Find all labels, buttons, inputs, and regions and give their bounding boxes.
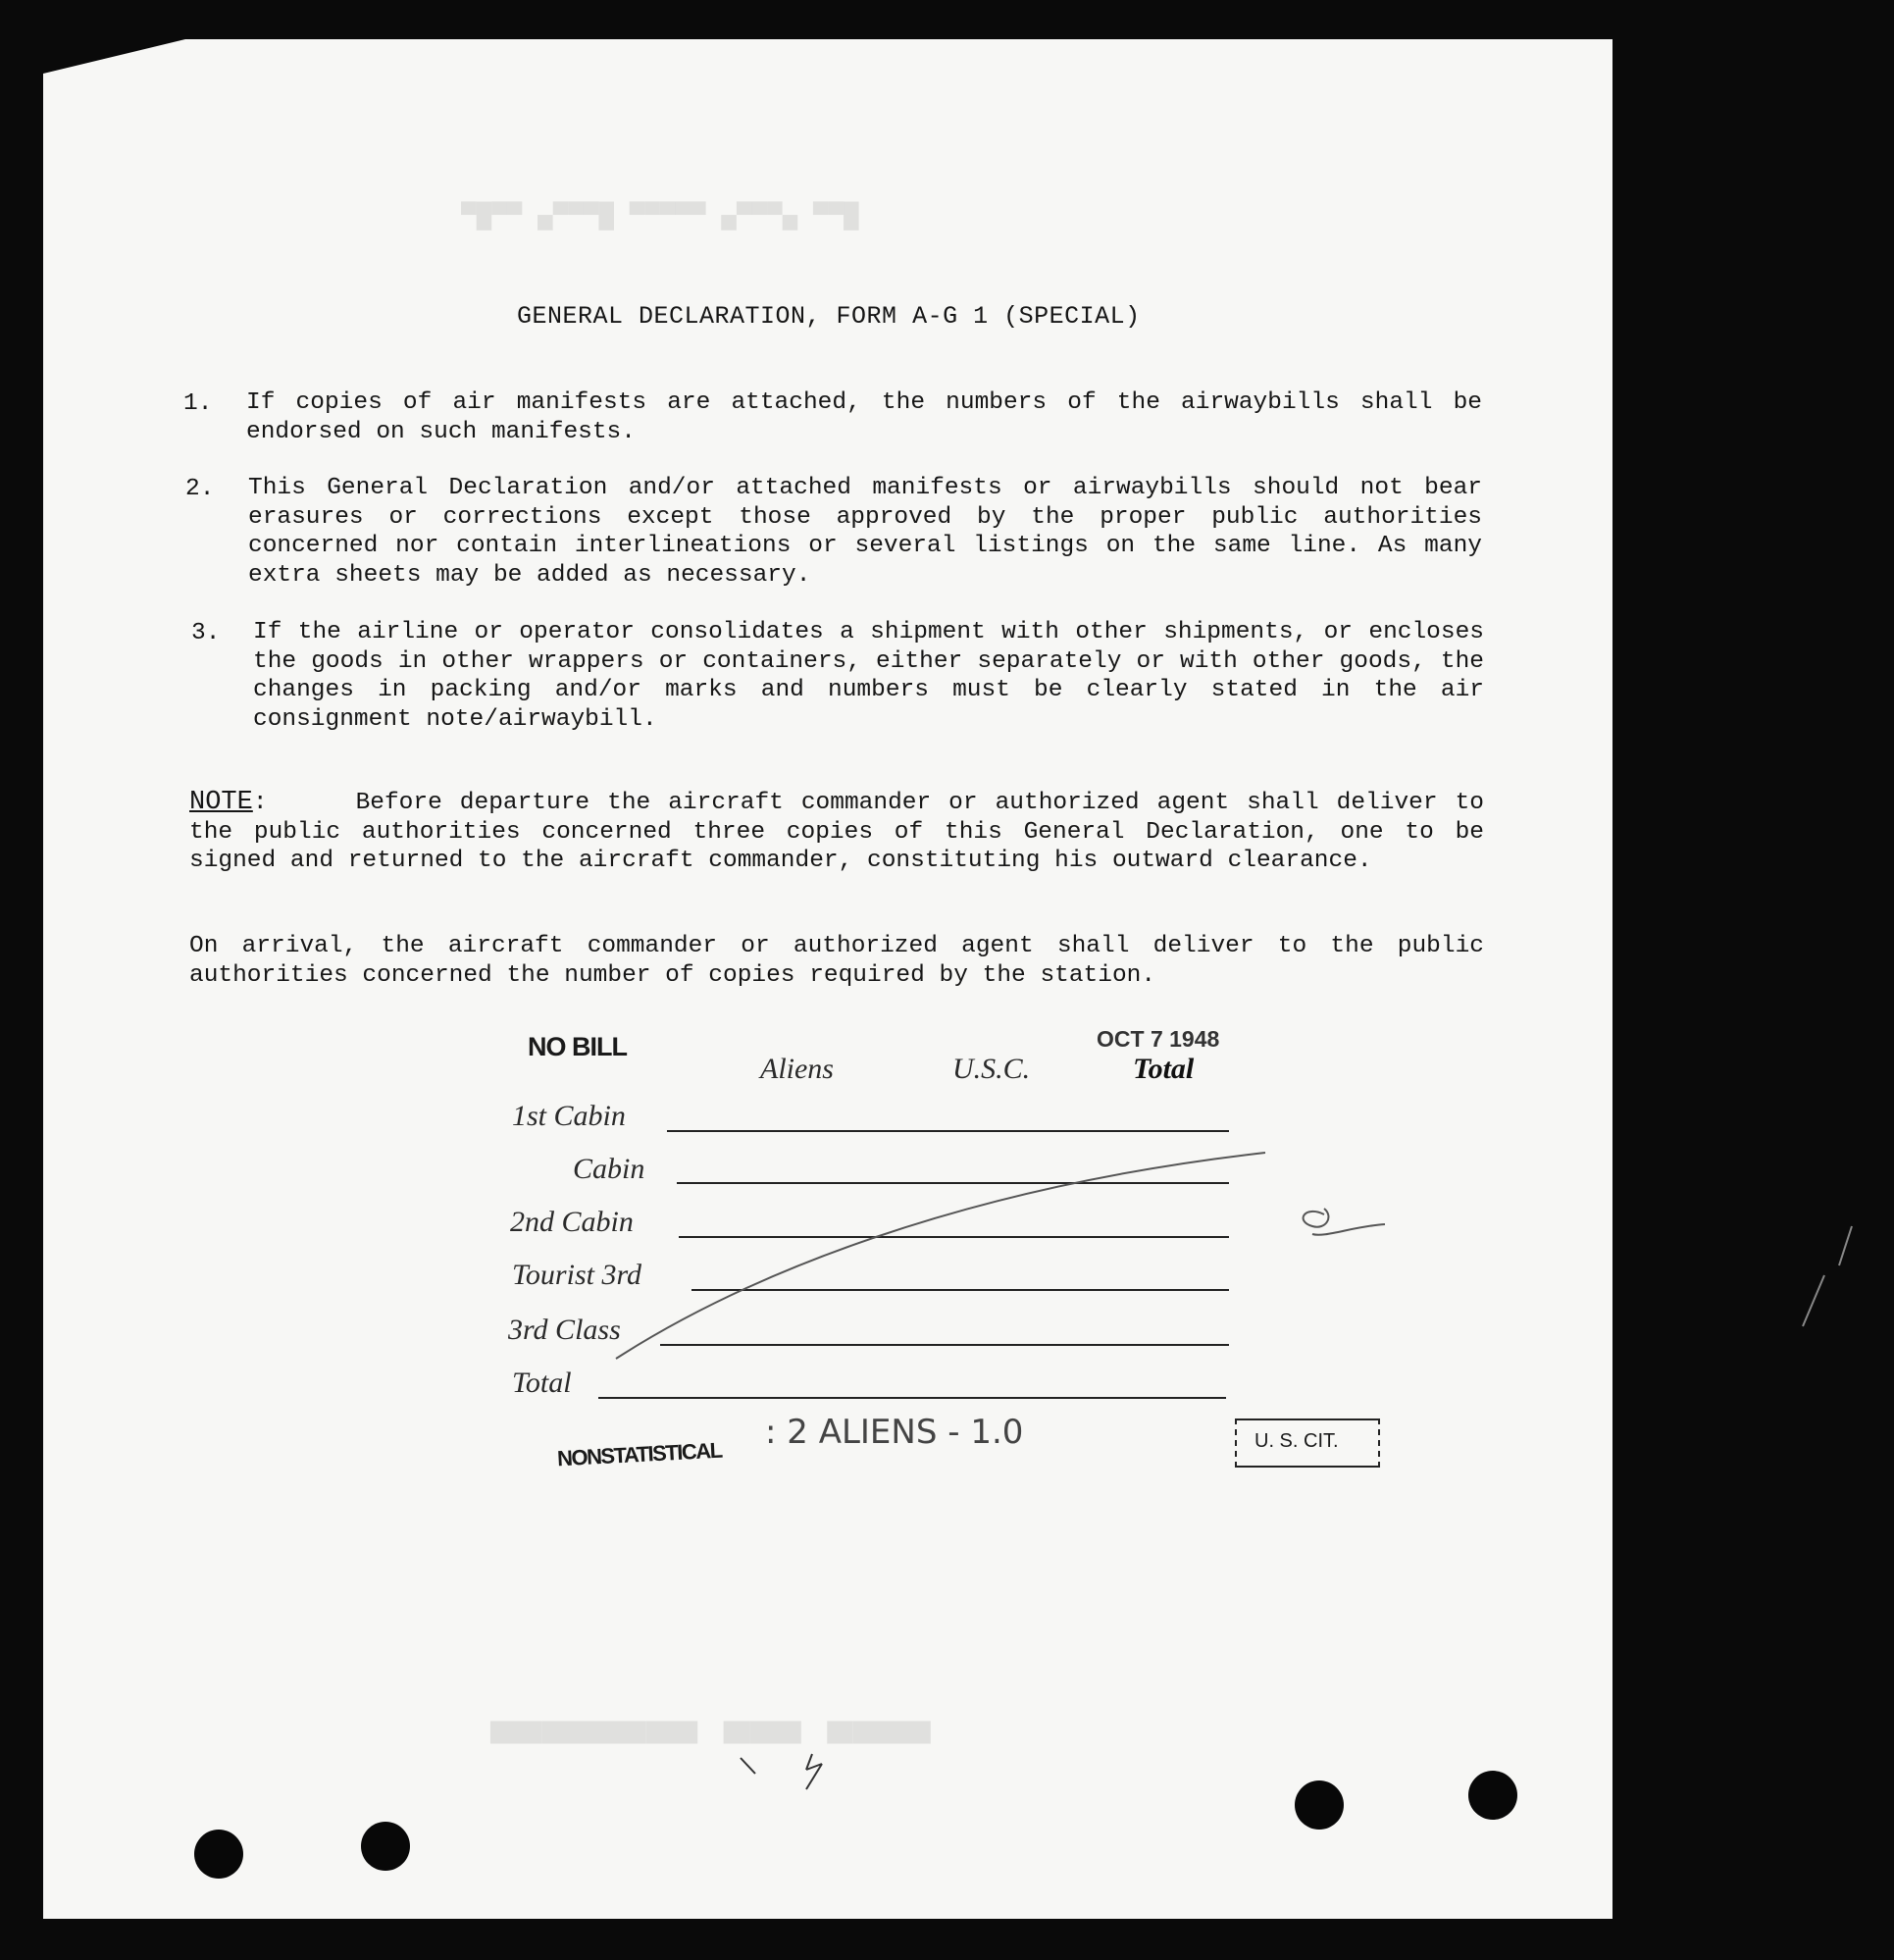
- note-text: Before departure the aircraft commander or authorized agent shall deliver to the public authorities concerned three copies of this General Declaration, one to be signed and returned to the aircraft commander, constituting his outward clearance.: [189, 790, 1484, 874]
- handwritten-aliens-note: : 2 ALIENS - 1.0: [765, 1413, 1024, 1452]
- item-number: 1.: [183, 390, 213, 417]
- instruction-item: If the airline or operator consolidates a shipment with other shipments, or encloses the goods in other wrappers or containers, either separately or with other goods, the changes in packing and/or marks and numbers must be clearly stated in the air consignment note/airwaybill.: [253, 619, 1484, 733]
- instruction-item: If copies of air manifests are attached, the numbers of the airwaybills shall be endorsed on such manifests.: [246, 389, 1482, 445]
- us-cit-stamp: U. S. CIT.: [1254, 1430, 1339, 1452]
- at-sign-mark: [1304, 1209, 1385, 1235]
- margin-tick: [1803, 1226, 1852, 1326]
- punch-hole: [1468, 1771, 1517, 1820]
- form-title: GENERAL DECLARATION, FORM A-G 1 (SPECIAL): [517, 302, 1141, 331]
- pencil-mark: [741, 1754, 822, 1789]
- show-through-text: █▀▀ ▄▀▀▀▄ ▀▀▀▀▀ █▀▀▀▄ ▀▀█▀: [461, 201, 859, 231]
- row-label-cabin: Cabin: [573, 1153, 645, 1185]
- note-colon: :: [252, 790, 356, 816]
- date-stamp: OCT 7 1948: [1097, 1026, 1220, 1052]
- punch-hole: [361, 1822, 410, 1871]
- column-header-total: Total: [1133, 1053, 1195, 1085]
- item-number: 2.: [185, 476, 215, 502]
- row-label-2nd-cabin: 2nd Cabin: [510, 1206, 634, 1238]
- punch-hole: [194, 1830, 243, 1879]
- arrival-paragraph: On arrival, the aircraft commander or authorized agent shall deliver to the public authorities concerned the number of copies required by the station.: [189, 933, 1484, 989]
- nonstatistical-stamp: NONSTATISTICAL: [556, 1437, 723, 1471]
- column-header-aliens: Aliens: [760, 1053, 834, 1085]
- row-label-1st-cabin: 1st Cabin: [512, 1100, 626, 1132]
- no-bill-stamp: NO BILL: [528, 1032, 627, 1061]
- diagonal-strike-line: [616, 1153, 1265, 1359]
- punch-hole: [1295, 1780, 1344, 1830]
- instruction-item: This General Declaration and/or attached manifests or airwaybills should not bear erasures or corrections except those approved by the proper public authorities concerned nor contain interlineations or several listings on the same line. As many extra sheets may be added as necessary.: [248, 475, 1482, 589]
- row-label-total: Total: [512, 1367, 572, 1399]
- row-label-tourist-3rd: Tourist 3rd: [512, 1259, 642, 1291]
- note-label: NOTE: [189, 788, 253, 817]
- row-label-3rd-class: 3rd Class: [508, 1314, 621, 1346]
- us-cit-stamp-box: [1235, 1418, 1380, 1468]
- column-header-usc: U.S.C.: [952, 1053, 1031, 1085]
- item-number: 3.: [191, 620, 221, 646]
- show-through-text: ▀▀▀▀ ▀▀▀ ▀▀▀▀▀▀▀▀: [490, 1722, 931, 1771]
